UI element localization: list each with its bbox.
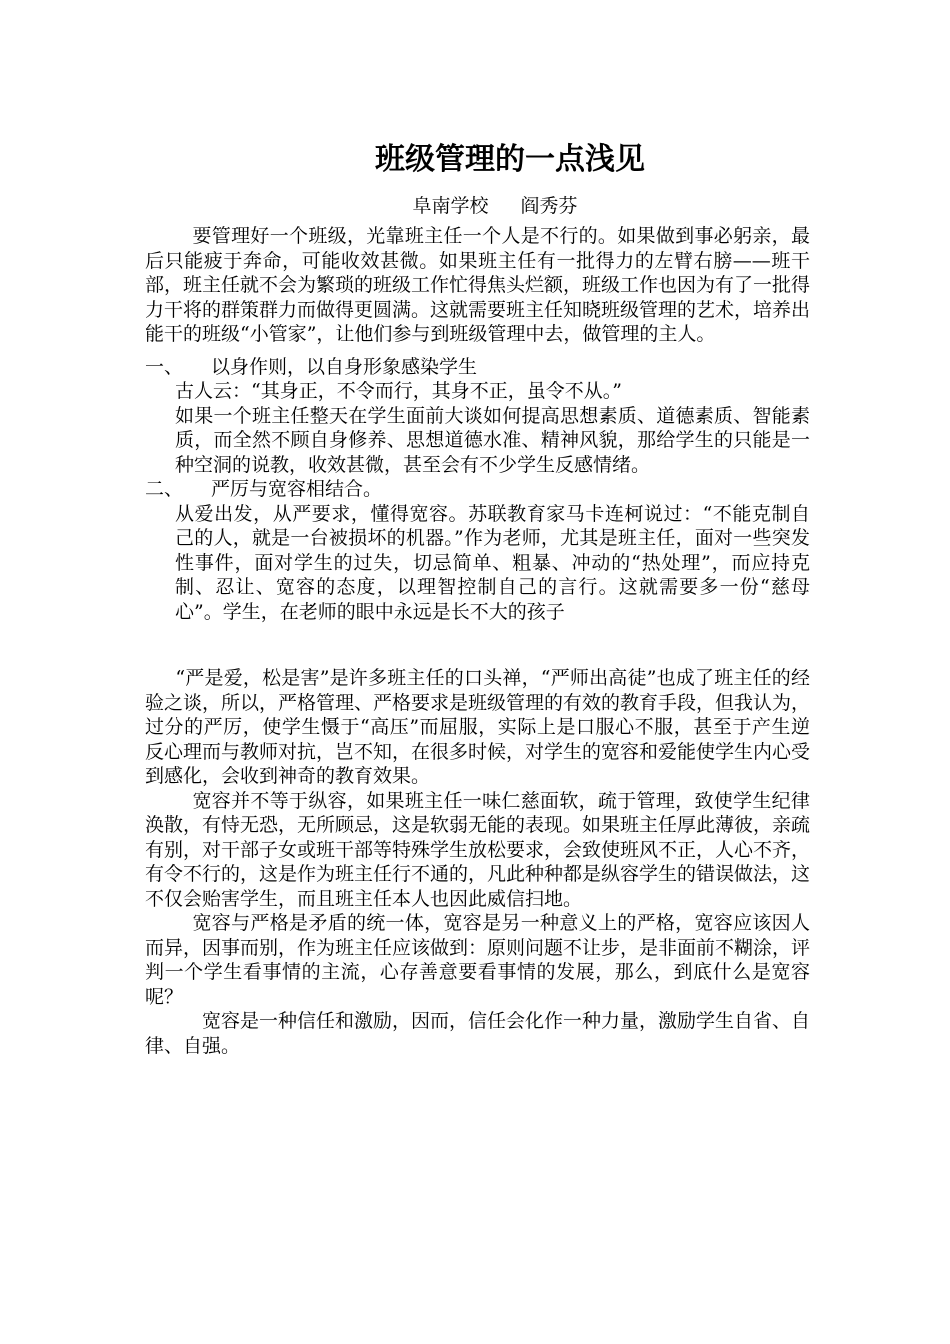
body-paragraph: “严是爱，松是害”是许多班主任的口头禅，“严师出高徒”也成了班主任的经验之谈，所以，严格管理、严格要求是班级管理的有效的教育手段，但我认为，过分的严厉，使学生慑于“高压”而屈服，实际上是口服心不服，甚至于产生逆反心理而与教师对抗，岂不知，在很多时候，对学生的宽容和爱能使学生内心受到感化，会收到神奇的教育效果。 [145, 667, 811, 787]
section-1-title: 以身作则，以自身形象感染学生 [211, 355, 478, 378]
intro-paragraph: 要管理好一个班级，光靠班主任一个人是不行的。如果做到事必躬亲，最后只能疲于奔命，可能收效甚微。如果班主任有一批得力的左臂右膀——班干部，班主任就不会为繁琐的班级工作忙得焦头烂额，班级工作也因为有了一批得力干将的群策群力而做得更圆满。这就需要班主任知晓班级管理的艺术，培养出能干的班级“小管家”，让他们参与到班级管理中去，做管理的主人。 [145, 225, 811, 345]
section-1-quote: 古人云：“其身正，不令而行，其身不正，虽令不从。” [175, 380, 622, 402]
section-2-title: 严厉与宽容相结合。 [211, 478, 383, 500]
section-2-paragraph: 从爱出发，从严要求，懂得宽容。苏联教育家马卡连柯说过：“不能克制自己的人，就是一台被损坏的机器。”作为老师，尤其是班主任，面对一些突发性事件，面对学生的过失，切忌简单、粗暴、冲动的“热处理”，而应持克制、忍让、宽容的态度，以理智控制自己的言行。这就需要多一份“慈母心”。学生，在老师的眼中永远是长不大的孩子 [175, 502, 810, 623]
section-2-number: 二、 [145, 478, 184, 500]
section-1-heading [145, 355, 810, 380]
body-paragraph: 宽容是一种信任和激励，因而，信任会化作一种力量，激励学生自省、自律、自强。 [145, 1010, 811, 1057]
body-paragraph: 宽容与严格是矛盾的统一体，宽容是另一种意义上的严格，宽容应该因人而异，因事而别，作为班主任应该做到：原则问题不让步，是非面前不糊涂，评判一个学生看事情的主流，心存善意要看事情的发展，那么，到底什么是宽容呢？ [145, 912, 811, 1008]
school-name: 阜南学校 [412, 195, 489, 217]
section-2-heading [145, 477, 810, 502]
section-1-content [145, 379, 810, 477]
section-1-number: 一、 [145, 355, 184, 378]
section-1-paragraph: 如果一个班主任整天在学生面前大谈如何提高思想素质、道德素质、智能素质，而全然不顾自身修养、思想道德水准、精神风貌，那给学生的只能是一种空洞的说教，收效甚微，甚至会有不少学生反感情绪。 [175, 404, 810, 476]
section-2-content [145, 502, 810, 625]
document-body [145, 224, 810, 1058]
body-paragraph: 宽容并不等于纵容，如果班主任一味仁慈面软，疏于管理，致使学生纪律涣散，有恃无恐，无所顾忌，这是软弱无能的表现。如果班主任厚此薄彼，亲疏有别，对干部子女或班干部等特殊学生放松要求，会致使班风不正，人心不齐，有令不行的，这是作为班主任行不通的，凡此种种都是纵容学生的错误做法，这不仅会贻害学生，而且班主任本人也因此威信扫地。 [145, 789, 811, 910]
author-name: 阎秀芬 [520, 195, 578, 217]
byline [0, 193, 950, 219]
document-title: 班级管理的一点浅见 [375, 142, 645, 177]
